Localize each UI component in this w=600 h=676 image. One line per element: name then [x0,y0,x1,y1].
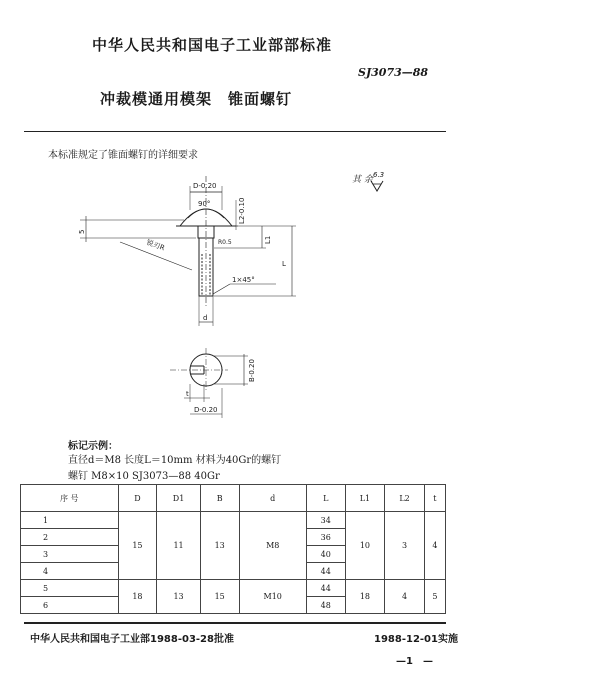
cell-L: 44 [306,563,345,580]
header-D: D [118,485,157,512]
issuing-organization: 中华人民共和国电子工业部部标准 [92,36,333,54]
cell-L2: 3 [385,512,425,580]
row-number: 5 [21,580,119,597]
approval-date: 中华人民共和国电子工业部1988-03-28批准 [30,634,234,645]
header-L2: L2 [385,485,425,512]
cell-L: 40 [306,546,345,563]
dim-d: d [203,314,208,322]
header-t: t [424,485,445,512]
example-line-1: 直径d＝M8 长度L＝10mm 材料为40Gr的螺钉 [68,455,282,466]
cell-d: M8 [239,512,306,580]
dim-r: R0.5 [218,239,232,246]
page-number: —1 — [396,656,433,667]
dim-l2: L2-0.10 [238,197,246,224]
cell-D1: 11 [157,512,200,580]
cell-L: 34 [306,512,345,529]
cell-L1: 18 [345,580,385,614]
table-row [21,512,446,529]
cell-L: 36 [306,529,345,546]
cell-L: 48 [306,597,345,614]
header-no: 序 号 [21,485,119,512]
row-number: 2 [21,529,119,546]
header-rule [24,131,446,132]
cell-B: 13 [200,512,239,580]
cell-D: 15 [118,512,157,580]
header-d: d [239,485,306,512]
dim-angle: 90° [198,200,211,208]
dim-d-bottom: D-0.20 [194,406,218,414]
header-L: L [306,485,345,512]
dim-b: B-0.20 [248,359,256,382]
dim-edge: 锐刃R [145,238,166,253]
roughness-value: 6.3 [373,171,385,179]
spec-table [20,484,446,614]
cell-L2: 4 [385,580,425,614]
footer-rule [24,622,446,624]
header-D1: D1 [157,485,200,512]
table-header-row [21,485,446,512]
dim-l: L [282,260,286,268]
row-number: 4 [21,563,119,580]
example-heading: 标记示例： [68,441,118,452]
cell-L: 44 [306,580,345,597]
row-number: 1 [21,512,119,529]
intro-text: 本标准规定了锥面螺钉的详细要求 [48,150,198,161]
header-B: B [200,485,239,512]
table-row [21,580,446,597]
cell-t: 4 [424,512,445,580]
roughness-symbol-icon [370,180,384,192]
header-L1: L1 [345,485,385,512]
cell-t: 5 [424,580,445,614]
row-number: 6 [21,597,119,614]
implementation-date: 1988-12-01实施 [374,634,458,645]
example-line-2: 螺钉 M8×10 SJ3073—88 40Gr [68,471,220,482]
dim-s: 5 [78,229,86,234]
roughness-label: 其 余 [352,175,373,185]
dim-D-top: D-0.20 [193,182,217,190]
cell-d: M10 [239,580,306,614]
dim-l1: L1 [264,235,272,244]
cell-D1: 13 [157,580,200,614]
standard-code: SJ3073—88 [358,66,429,79]
document-title: 冲裁模通用模架 锥面螺钉 [100,90,293,108]
row-number: 3 [21,546,119,563]
cell-L1: 10 [345,512,385,580]
dim-chamfer: 1×45° [232,276,255,284]
chamfer-leader [213,284,230,294]
cell-D: 18 [118,580,157,614]
dim-t: t [186,390,189,398]
screw-drawing [80,170,320,420]
cell-B: 15 [200,580,239,614]
